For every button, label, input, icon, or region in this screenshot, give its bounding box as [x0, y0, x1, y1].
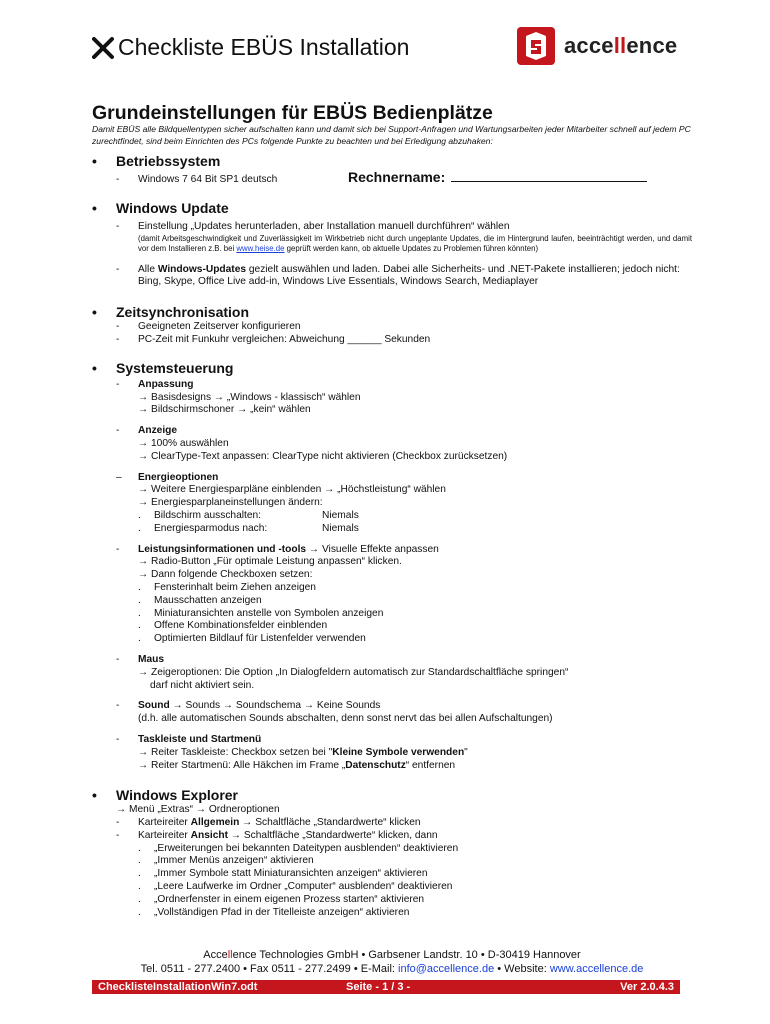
footer-address: Accellence Technologies GmbH • Garbsener Landstr. 10 • D-30419 Hannover: [203, 949, 581, 961]
list-item: - Einstellung „Updates herunterladen, aber Installation manuell durchführen“ wählen (damit Arbeitsgeschwindigkeit und Zuverlässigkeit im Wirkbetrieb nicht durch ungeplante Updates, die im Hintergrund laufen, beeinträchtigt werden, und damit vor dem Installieren z.B. bei www.heise.de geprüft werden kann, ob aktuelle Updates zu Problemen führen könnten): [116, 220, 692, 253]
website-link[interactable]: www.accellence.de: [549, 962, 644, 975]
list-item-taskleiste: - Taskleiste und Startmenü → Reiter Taskleiste: Checkbox setzen bei "Kleine Symbole verwenden" → Reiter Startmenü: Alle Häkchen im Frame „Datenschutz“ entfernen: [116, 733, 468, 771]
section-title: • Windows Update: [92, 199, 229, 216]
footer-contact: Tel. 0511 - 277.2400 • Fax 0511 - 277.2499 • E-Mail: info@accellence.de • Website: www.accellence.de: [140, 962, 644, 975]
cross-logo-icon: [92, 37, 114, 59]
logo-wordmark: accellence: [564, 33, 678, 58]
footer-version: Ver 2.0.4.3: [620, 981, 674, 993]
page-heading: Grundeinstellungen für EBÜS Bedienplätze: [92, 102, 493, 124]
rechnername-line: [451, 170, 647, 182]
section-title: • Betriebssystem: [92, 153, 221, 169]
list-item-energieoptionen: – Energieoptionen → Weitere Energiesparpläne einblenden → „Höchstleistung“ wählen → Energiesparplaneinstellungen ändern: . Bildschirm ausschalten: Niemals . Energiesparmodus nach: Niemals: [116, 471, 446, 534]
checklist-content: [92, 152, 692, 919]
list-item-anpassung: - Anpassung → Basisdesigns → „Windows - klassisch“ wählen → Bildschirmschoner → „kein“ wählen: [116, 378, 361, 416]
list-item: - Karteireiter Allgemein → Schaltfläche „Standardwerte“ klicken: [116, 817, 421, 829]
section-betriebssystem: [92, 152, 692, 187]
list-item: - Karteireiter Ansicht → Schaltfläche „Standardwerte“ klicken, dann . „Erweiterungen bei bekannten Dateitypen ausblenden“ deaktivieren . „Immer Menüs anzeigen“ aktivieren . „Immer Symbole statt Miniaturansichten anzeigen“ aktivieren . „Leere Laufwerke im Ordner „Computer“ ausblenden“ deaktivieren . „Ordnerfenster in einem eigenen Prozess starten“ aktivieren . „Vollständigen Pfad in der Titelleiste anzeigen“ aktivieren: [116, 829, 459, 918]
section-title: • Systemsteuerung: [92, 359, 234, 376]
list-item: - Alle Windows-Updates gezielt auswählen und laden. Dabei alle Sicherheits- und .NET-Pakete installieren; jedoch nicht: Bing, Skype, Office Live add-in, Windows Live Essentials, Windows Search, Mediaplayer: [116, 263, 680, 288]
section-windows-explorer: • Windows Explorer → Menü „Extras“ → Ordneroptionen - Karteireiter Allgemein → Schaltfläche „Standardwerte“ klicken - Karteireiter Ansicht → Schaltfläche „Standardwerte“ klicken, dann . „Erweiterungen bei bekannten Dateitypen ausblenden“ deaktivieren . „Immer Menüs anzeigen“ aktivieren . „Immer Symbole statt Miniaturansichten anzeigen“ aktivieren . „Leere Laufwerke im Ordner „Computer“ ausblenden“ deaktivieren . „Ordnerfenster in einem eigenen Prozess starten“ aktivieren . „Vollständigen Pfad in der Titelleiste anzeigen“ aktivieren: [92, 786, 692, 919]
accellence-logo-icon: [516, 26, 556, 66]
footer-filename: ChecklisteInstallationWin7.odt: [98, 981, 258, 993]
list-item: - PC-Zeit mit Funkuhr vergleichen: Abweichung ______ Sekunden: [116, 333, 431, 345]
intro-text: Damit EBÜS alle Bildquellentypen sicher aufschalten kann und damit sich bei Support-Anfragen und Wartungsarbeiten jeder Mitarbeiter schnell auf jedem PC zurechtfindet, sind beim Einrichten des PCs folgende Punkte zu beachten und bei Erledigung abzuhaken:: [92, 124, 691, 146]
document-title-text: Checkliste EBÜS Installation: [118, 34, 410, 60]
section-title: • Windows Explorer: [92, 787, 239, 804]
section-zeitsynchronisation: [92, 303, 692, 347]
list-item-sound: - Sound → Sounds → Soundschema → Keine Sounds (d.h. alle automatischen Sounds abschalten, denn sonst nervt das bei allen Aufschaltungen): [116, 700, 553, 725]
section-title: • Zeitsynchronisation: [92, 304, 250, 321]
list-item-anzeige: - Anzeige → 100% auswählen → ClearType-Text anpassen: ClearType nicht aktivieren (Checkbox zurücksetzen): [116, 425, 508, 462]
footer-bar: [92, 980, 680, 994]
document-title: [92, 34, 409, 61]
list-item: - Windows 7 64 Bit SP1 deutsch: [116, 174, 278, 185]
page-header: [92, 34, 692, 74]
list-item: - Geeigneten Zeitserver konfigurieren: [116, 321, 301, 333]
rechnername-field: Rechnername:: [348, 170, 647, 184]
accellence-logo: [516, 26, 677, 66]
page-footer: [92, 949, 692, 976]
section-windows-update: [92, 199, 692, 289]
email-link[interactable]: info@accellence.de: [398, 962, 495, 975]
heise-link[interactable]: www.heise.de: [236, 243, 285, 253]
list-item-maus: - Maus → Zeigeroptionen: Die Option „In Dialogfeldern automatisch zur Standardschaltfläche springen“ darf nicht aktiviert sein.: [116, 653, 569, 691]
footer-page-number: Seite - 1 / 3 -: [346, 981, 411, 993]
section-systemsteuerung: [92, 359, 692, 773]
update-note: (damit Arbeitsgeschwindigkeit und Zuverlässigkeit im Wirkbetrieb nicht durch ungeplante Updates, die im Hintergrund laufen, beeinträchtigt werden, und damit vor dem Installieren z.B. bei www.heise.de geprüft werden kann, ob aktuelle Updates zu Problemen führen könnten): [138, 233, 692, 253]
list-item-leistung: - Leistungsinformationen und -tools → Visuelle Effekte anpassen → Radio-Button „Für optimale Leistung anpassen“ klicken. → Dann folgende Checkboxen setzen: . Fensterinhalt beim Ziehen anzeigen . Mausschatten anzeigen . Miniaturansichten anstelle von Symbolen anzeigen . Offene Kombinationsfelder einblenden . Optimierten Bildlauf für Listenfelder verwenden: [116, 543, 439, 645]
